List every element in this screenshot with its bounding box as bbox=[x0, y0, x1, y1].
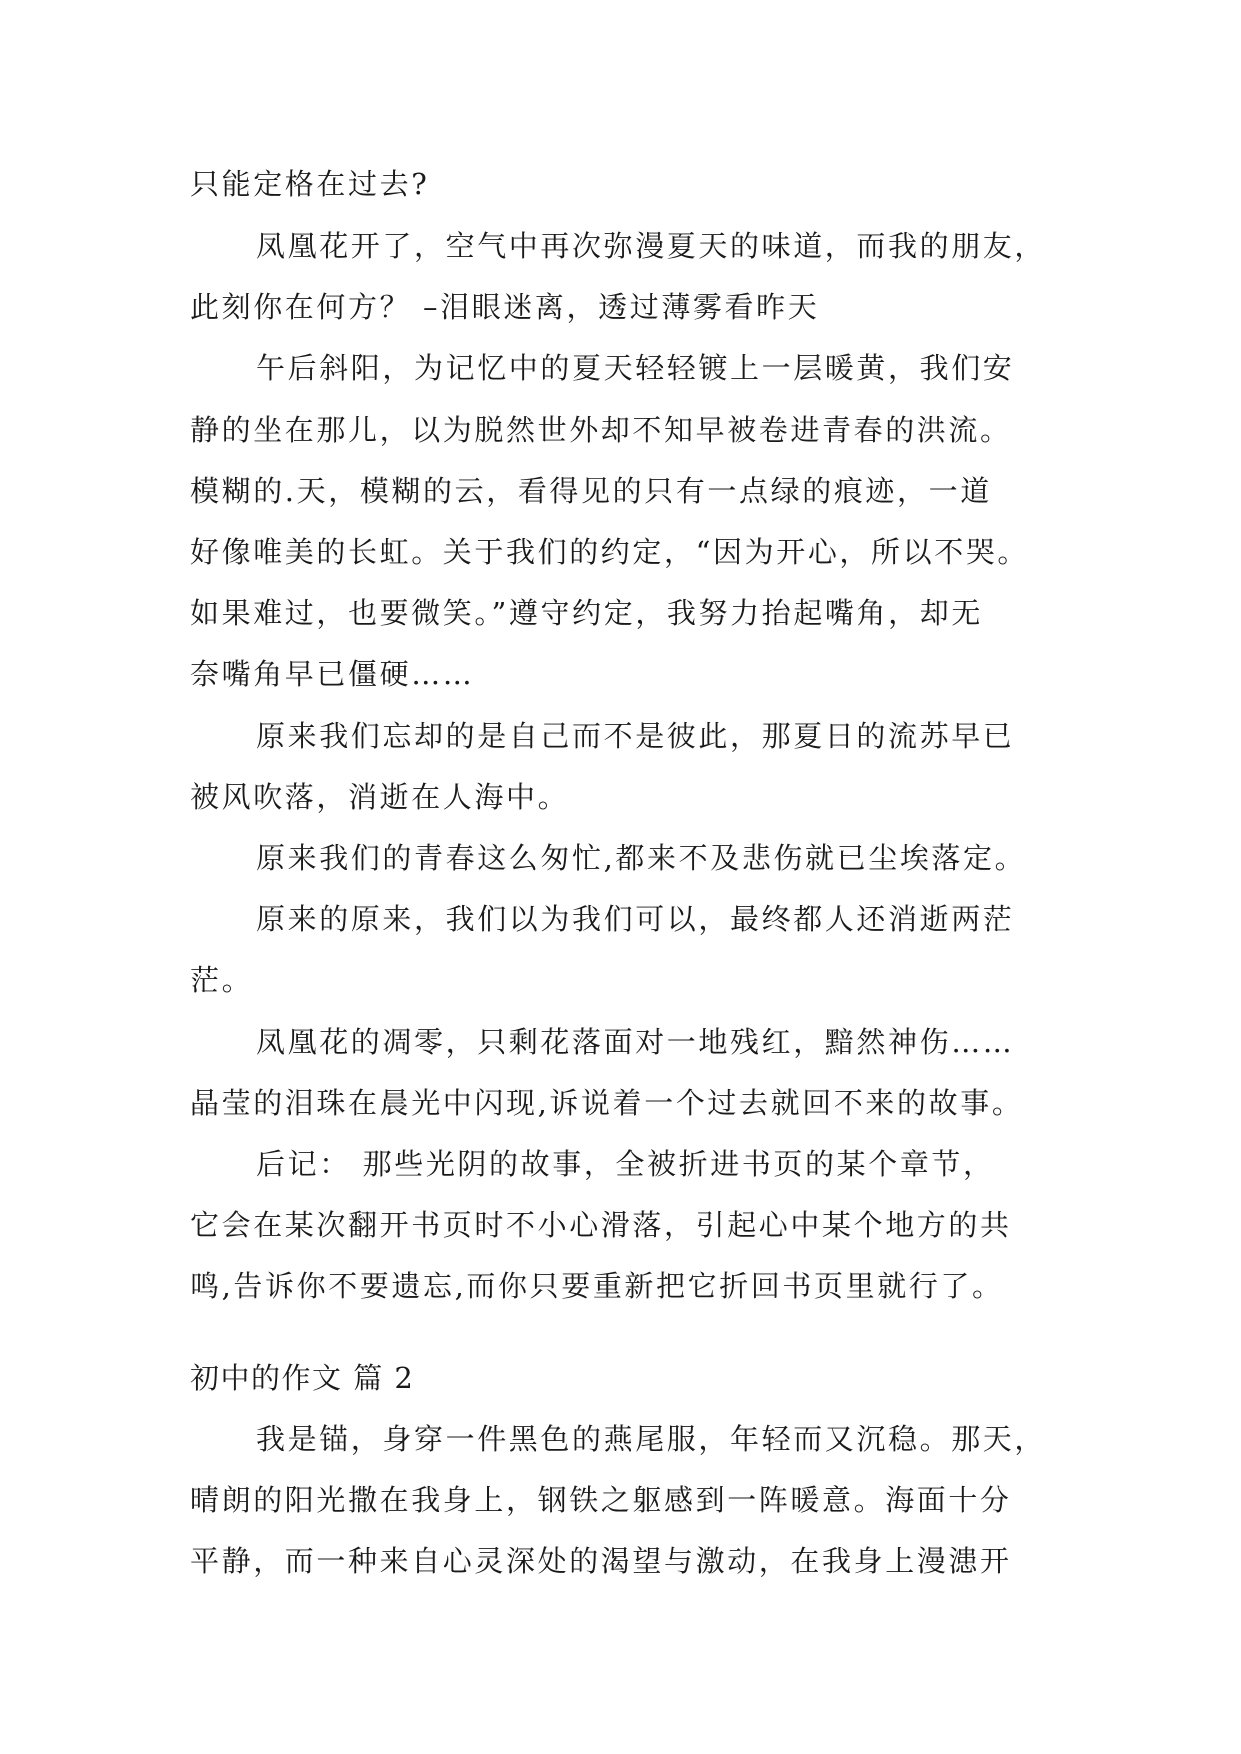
section-heading: 初中的作文 篇 2 bbox=[190, 1361, 415, 1395]
text-line: 晴朗的阳光撒在我身上，钢铁之躯感到一阵暖意。海面十分 bbox=[190, 1483, 1012, 1517]
text-line: 它会在某次翻开书页时不小心滑落，引起心中某个地方的共 bbox=[190, 1208, 1012, 1242]
text-line: 被风吹落，消逝在人海中。 bbox=[190, 780, 570, 814]
text-line: 奈嘴角早已僵硬…… bbox=[190, 657, 475, 691]
text-line: 我是锚，身穿一件黑色的燕尾服，年轻而又沉稳。那天， bbox=[256, 1422, 1047, 1456]
text-line: 好像唯美的长虹。关于我们的约定，“因为开心，所以不哭。 bbox=[190, 535, 1030, 569]
text-line: 原来我们的青春这么匆忙,都来不及悲伤就已尘埃落定。 bbox=[256, 841, 1027, 875]
text-line: 原来我们忘却的是自己而不是彼此，那夏日的流苏早已 bbox=[256, 719, 1015, 753]
text-line: 凤凰花开了，空气中再次弥漫夏天的味道，而我的朋友， bbox=[256, 229, 1047, 263]
text-line: 鸣,告诉你不要遗忘,而你只要重新把它折回书页里就行了。 bbox=[190, 1269, 1004, 1303]
text-line: 如果难过，也要微笑。”遵守约定，我努力抬起嘴角，却无 bbox=[190, 596, 983, 630]
text-line: 午后斜阳，为记忆中的夏天轻轻镀上一层暖黄，我们安 bbox=[256, 351, 1015, 385]
text-line: 模糊的.天，模糊的云，看得见的只有一点绿的痕迹，一道 bbox=[190, 474, 992, 508]
text-line: 原来的原来，我们以为我们可以，最终都人还消逝两茫 bbox=[256, 902, 1015, 936]
text-line: 晶莹的泪珠在晨光中闪现,诉说着一个过去就回不来的故事。 bbox=[190, 1086, 1024, 1120]
text-line: 茫。 bbox=[190, 963, 254, 997]
text-line: 后记： 那些光阴的故事，全被折进书页的某个章节， bbox=[256, 1147, 995, 1181]
text-line: 此刻你在何方？ –泪眼迷离，透过薄雾看昨天 bbox=[190, 290, 820, 324]
text-line: 凤凰花的凋零，只剩花落面对一地残红，黯然神伤…… bbox=[256, 1025, 1015, 1059]
text-line: 只能定格在过去? bbox=[190, 167, 430, 201]
text-line: 平静，而一种来自心灵深处的渴望与激动，在我身上漫漶开 bbox=[190, 1544, 1012, 1578]
text-line: 静的坐在那儿，以为脱然世外却不知早被卷进青春的洪流。 bbox=[190, 413, 1012, 447]
